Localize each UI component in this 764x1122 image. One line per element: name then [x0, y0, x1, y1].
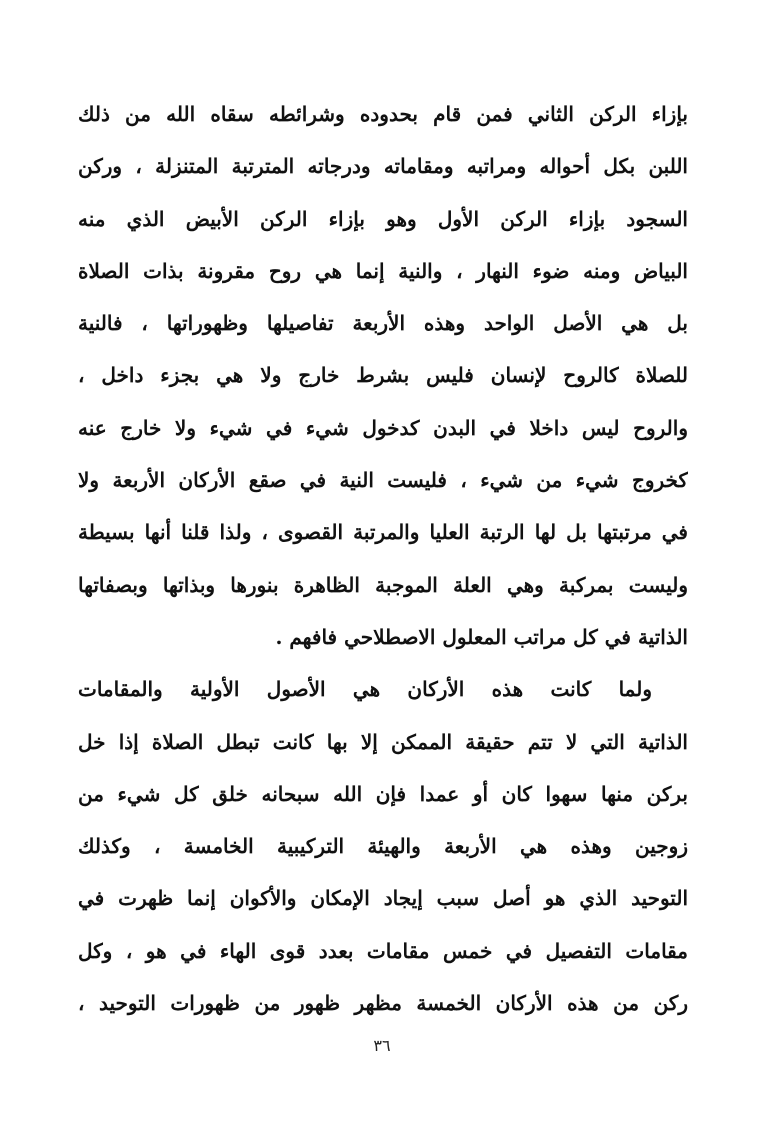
text-line: بإزاء الركن الثاني فمن قام بحدوده وشرائطه سقاه الله من ذلك	[78, 102, 688, 126]
text-line: للصلاة كالروح لإنسان فليس بشرط خارج ولا هي بجزء داخل ،	[78, 363, 688, 388]
text-line: اللبن بكل أحواله ومراتبه ومقاماته ودرجاته المترتبة المتنزلة ، وركن	[78, 154, 688, 179]
text-line: بركن منها سهوا كان أو عمدا فإن الله سبحانه خلق كل شيء من	[78, 781, 688, 806]
text-line: زوجين وهذه هي الأربعة والهيئة التركيبية الخامسة ، وكذلك	[78, 834, 688, 859]
page-number: ٣٦	[373, 1036, 391, 1055]
text-line: ولما كانت هذه الأركان هي الأصول الأولية والمقامات	[78, 677, 652, 702]
text-line: وليست بمركبة وهي العلة الموجبة الظاهرة بنورها وبذاتها وبصفاتها	[78, 572, 688, 597]
text-line: كخروج شيء من شيء ، فليست النية في صقع الأركان الأربعة ولا	[78, 468, 688, 493]
text-line: بل هي الأصل الواحد وهذه الأربعة تفاصيلها وظهوراتها ، فالنية	[78, 311, 688, 336]
text-line: مقامات التفصيل في خمس مقامات بعدد قوى الهاء في هو ، وكل	[78, 938, 688, 963]
text-line: الذاتية في كل مراتب المعلول الاصطلاحي فافهم .	[275, 624, 688, 649]
text-line: البياض ومنه ضوء النهار ، والنية إنما هي روح مقرونة بذات الصلاة	[78, 258, 688, 283]
text-line: التوحيد الذي هو أصل سبب إيجاد الإمكان والأكوان إنما ظهرت في	[78, 886, 688, 911]
text-line: السجود بإزاء الركن الأول وهو بإزاء الركن الأبيض الذي منه	[78, 206, 688, 231]
text-line: والروح ليس داخلا في البدن كدخول شيء في شيء ولا خارج عنه	[78, 415, 688, 440]
text-line: ركن من هذه الأركان الخمسة مظهر ظهور من ظهورات التوحيد ،	[78, 991, 688, 1016]
body-text	[78, 88, 688, 1029]
text-line: في مرتبتها بل لها الرتبة العليا والمرتبة القصوى ، ولذا قلنا أنها بسيطة	[78, 520, 688, 545]
text-line: الذاتية التي لا تتم حقيقة الممكن إلا بها كانت تبطل الصلاة إذا خل	[78, 729, 688, 754]
